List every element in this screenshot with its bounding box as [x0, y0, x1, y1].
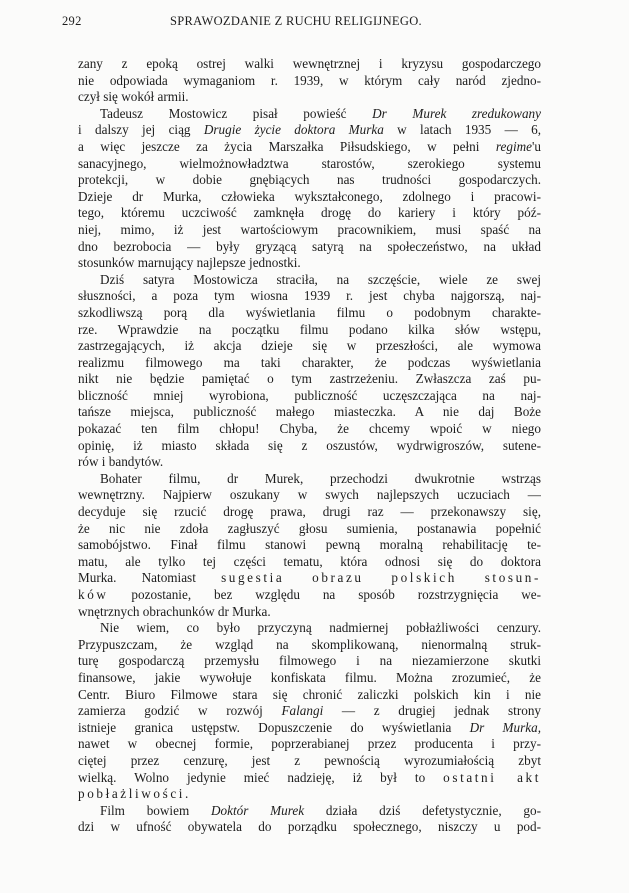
text-line — [78, 156, 541, 173]
text-run: słuszności, a poza tym wiosna 1939 r. jest chyba najgorszą, naj- — [78, 288, 541, 304]
text-run: wewnętrzny. Najpierw oszukany w swych najlepszych uczuciach — — [78, 487, 541, 503]
article-body — [78, 56, 541, 836]
text-line — [78, 305, 541, 322]
text-line — [78, 205, 541, 222]
text-line — [78, 554, 541, 571]
text-line — [78, 803, 541, 820]
italic-title: Dr Murka, — [469, 719, 541, 735]
text-line — [78, 537, 541, 554]
text-line — [78, 189, 541, 206]
text-run: Nie wiem, co było przyczyną nadmiernej pobłażliwości cenzury. — [100, 620, 541, 636]
text-run: decyduje się rzucić drogę prawa, drugi raz — przekonawszy się, — [78, 504, 541, 520]
text-line — [78, 56, 541, 73]
text-line — [78, 687, 541, 704]
text-run: tańsze miejsca, publiczność małego miasteczka. A nie daj Boże — [78, 404, 541, 420]
text-run: dzi w ufność obywatela do porządku społecznego, niszczy u pod- — [78, 819, 541, 835]
text-run: 'u — [532, 138, 541, 154]
text-line — [78, 438, 541, 455]
text-run: wnętrznych obrachunków dr Murka. — [78, 603, 271, 619]
text-line — [78, 720, 541, 737]
text-run: Dziś satyra Mostowicza straciła, na szczęście, wiele ze swej — [100, 271, 541, 287]
text-line — [78, 637, 541, 654]
text-run: zastrzegających, iż akcja dzieje się w przeszłości, ale wymowa — [78, 338, 541, 354]
text-run: stosunków marnujący najlepsze jednostki. — [78, 255, 301, 271]
text-run: wielką. Wolno jedynie mieć nadzieję, iż był to — [78, 769, 444, 785]
text-run: że nic nie zdoła zagłuszyć głosu sumienia, postanawia popełnić — [78, 520, 541, 536]
text-line — [78, 753, 541, 770]
text-line — [78, 587, 541, 604]
italic-title: Dr Murek zredukowany — [372, 105, 541, 121]
spaced-emphasis: ostatni akt — [443, 769, 541, 785]
text-run: pozostanie, bez względu na sposób rozstrzygnięcia we- — [108, 587, 541, 602]
running-title: SPRAWOZDANIE Z RUCHU RELIGIJNEGO. — [170, 14, 422, 28]
text-line — [78, 819, 541, 836]
spaced-emphasis: sugestia obrazu polskich stosun- — [221, 570, 541, 586]
text-line — [78, 521, 541, 538]
text-line — [78, 322, 541, 339]
italic-title: regime — [495, 138, 533, 154]
text-line — [78, 653, 541, 670]
text-run: Dzieje dr Murka, człowieka wykształconego, zdolnego i pracowi- — [78, 188, 541, 204]
text-line — [78, 604, 541, 621]
text-line — [78, 786, 541, 803]
text-line — [78, 487, 541, 504]
text-run: dno bezrobocia — były gryzącą satyrą na społeczeństwo, na układ — [78, 238, 541, 254]
text-line — [78, 454, 541, 471]
spaced-emphasis: pobłażliwości. — [78, 786, 191, 802]
italic-title: Doktór Murek — [211, 802, 305, 818]
text-run: matu, ale tylko tej części tematu, która odnosi się do doktora — [78, 553, 541, 569]
text-run: Centr. Biuro Filmowe stara się chronić zaliczki polskich kin i nie — [78, 686, 541, 702]
spaced-emphasis: ków — [78, 587, 109, 602]
text-line — [78, 222, 541, 239]
italic-title: Falangi — [281, 703, 324, 719]
text-run: szkodliwszą porą dla wyświetlania filmu o podobnym charakte- — [78, 304, 541, 320]
text-run: czył się wokół armii. — [78, 89, 189, 105]
text-line — [78, 106, 541, 123]
text-run: istnieje granica ustępstw. Dopuszczenie do wyświetlania — [78, 719, 470, 735]
text-line — [78, 172, 541, 189]
text-run: Przypuszczam, że wzgląd na skomplikowaną, nienormalną struk- — [78, 636, 541, 652]
text-run: ciętej przez cenzurę, jest z pewnością wyrozumiałością zbyt — [78, 752, 541, 768]
text-run: Film bowiem — [100, 802, 211, 818]
text-line — [78, 272, 541, 289]
text-line — [78, 620, 541, 637]
text-run: nikt nie będzie pamiętać o tym zastrzeżeniu. Zwłaszcza zaś pu- — [78, 371, 541, 387]
text-line — [78, 471, 541, 488]
text-line — [78, 122, 541, 139]
text-line — [78, 371, 541, 388]
page-number: 292 — [62, 14, 82, 28]
text-run: zany z epoką ostrej walki wewnętrznej i kryzysu gospodarczego — [78, 56, 541, 71]
text-line — [78, 703, 541, 720]
text-line — [78, 404, 541, 421]
text-run: tego, któremu uczciwość zamknęła drogę do kariery i który póź- — [78, 205, 541, 221]
text-run: niej, mimo, iż jest wartościowym pracownikiem, musi spaść na — [78, 221, 541, 237]
text-run: finansowe, jakie wywołuje konfiskata filmu. Można zrozumieć, że — [78, 669, 541, 685]
text-run: — z drugiej jednak strony — [323, 703, 541, 719]
text-line — [78, 288, 541, 305]
text-run: nie odpowiada wymaganiom r. 1939, w którym cały naród zjedno- — [78, 72, 541, 88]
text-line — [78, 670, 541, 687]
text-line — [78, 255, 541, 272]
text-line — [78, 338, 541, 355]
italic-title: Drugie życie doktora Murka — [203, 122, 384, 138]
text-run: Bohater filmu, dr Murek, przechodzi dwukrotnie wstrząs — [100, 470, 541, 486]
text-run: turę gospodarczą przemysłu filmowego i na niezamierzone skutki — [78, 653, 541, 669]
text-line — [78, 504, 541, 521]
text-run: sanacyjnego, wielmożnowładztwa starostów, szerokiego systemu — [78, 155, 541, 171]
text-run: w latach 1935 — 6, — [383, 122, 541, 138]
text-line — [78, 388, 541, 405]
text-run: Tadeusz Mostowicz pisał powieść — [100, 105, 373, 121]
text-line — [78, 89, 541, 106]
text-line — [78, 139, 541, 156]
text-run: realizmu filmowego ma taki charakter, że podczas wyświetlania — [78, 354, 541, 370]
text-run: i dalszy jej ciąg — [78, 122, 204, 138]
text-run: działa dziś defetystycznie, go- — [304, 802, 541, 818]
text-run: a więc jeszcze za życia Marszałka Piłsudskiego, w pełni — [78, 138, 496, 154]
text-line — [78, 770, 541, 787]
text-run: rze. Wprawdzie na początku filmu podano kilka słów wstępu, — [78, 321, 541, 337]
text-run: nawet w obecnej formie, poprzerabianej przez producenta i przy- — [78, 736, 541, 752]
text-run: protekcji, w dobie gnębiących nas trudności gospodarczych. — [78, 172, 541, 188]
text-line — [78, 239, 541, 256]
text-line — [78, 73, 541, 90]
text-line — [78, 570, 541, 587]
text-run: Murka. Natomiast — [78, 570, 222, 586]
text-run: rów i bandytów. — [78, 454, 164, 470]
text-run: zamierza godzić w rozwój — [78, 703, 282, 719]
text-line — [78, 355, 541, 372]
text-line — [78, 736, 541, 753]
text-run: opinię, iż miasto składa się z oszustów, wydrwigroszów, sutene- — [78, 437, 541, 453]
text-line — [78, 421, 541, 438]
text-run: bliczność mniej wyrobiona, publiczność uczęszczająca na naj- — [78, 387, 541, 403]
text-run: pokazać ten film chłopu! Chyba, że chcemy wpoić w niego — [78, 421, 541, 437]
text-run: samobójstwo. Finał filmu stanowi pewną moralną rehabilitację te- — [78, 537, 541, 553]
